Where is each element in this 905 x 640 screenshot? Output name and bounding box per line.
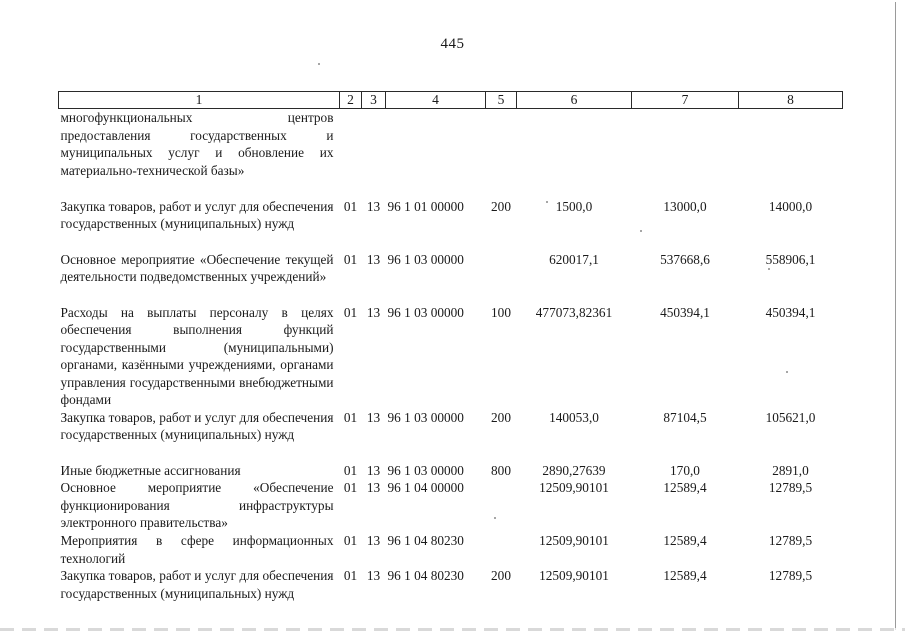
- amount-col-7: 13000,0: [663, 198, 707, 214]
- section-code: 01: [343, 568, 358, 583]
- table-row: [59, 567, 843, 620]
- scan-speck: [640, 230, 642, 232]
- section-code: 01: [343, 304, 358, 320]
- column-number-header: 2: [340, 92, 362, 109]
- amount-col-6: 12509,90101: [539, 480, 609, 495]
- amount-col-8: 12789,5: [768, 480, 813, 495]
- target-item-code: 96 1 01 00000: [387, 198, 464, 214]
- amount-col-7: 170,0: [670, 462, 700, 478]
- amount-col-7: 12589,4: [663, 533, 707, 548]
- expense-type-code: [486, 532, 517, 567]
- table-row: [59, 462, 843, 480]
- target-item-code: 96 1 04 80230: [387, 568, 464, 583]
- expense-description: Закупка товаров, работ и услуг для обеспечения государственных (муниципальных) нужд: [60, 568, 334, 601]
- target-item-code: 96 1 04 00000: [387, 480, 464, 495]
- column-number-header: 6: [517, 92, 632, 109]
- subsection-code: [362, 109, 386, 198]
- expense-description: многофункциональных центров предоставления государственных и муниципальных услуг и обновление их материально-технической базы»: [60, 110, 334, 178]
- table-row: [59, 479, 843, 532]
- table-row: [59, 251, 843, 304]
- scan-speck: [494, 517, 496, 519]
- column-number-header: 5: [486, 92, 517, 109]
- amount-col-8: 450394,1: [765, 304, 816, 320]
- expense-type-code: 100: [491, 304, 511, 320]
- page-edge-line: [895, 2, 896, 630]
- subsection-code: 13: [366, 251, 381, 267]
- amount-col-8: 12789,5: [768, 533, 813, 548]
- target-item-code: 96 1 03 00000: [387, 409, 464, 425]
- amount-col-8: 2891,0: [772, 462, 809, 478]
- scan-speck: [768, 268, 770, 270]
- amount-col-6: 140053,0: [549, 409, 599, 425]
- expense-description: Закупка товаров, работ и услуг для обеспечения государственных (муниципальных) нужд: [60, 198, 334, 231]
- table-row: [59, 532, 843, 567]
- section-code: 01: [343, 480, 358, 495]
- amount-col-7: 12589,4: [663, 480, 707, 495]
- column-number-header: 7: [632, 92, 739, 109]
- scan-speck: [318, 63, 320, 65]
- expense-description: Расходы на выплаты персоналу в целях обеспечения выполнения функций государственными (муниципальными) органами, казёнными учреждениями, органами управления государственными внебюджетными фондами: [60, 304, 334, 407]
- amount-col-6: 1500,0: [555, 198, 593, 214]
- section-code: 01: [343, 533, 358, 548]
- expense-description: Мероприятия в сфере информационных технологий: [60, 533, 334, 566]
- amount-col-6: 477073,82361: [535, 304, 613, 320]
- expense-description: Основное мероприятие «Обеспечение функционирования инфраструктуры электронного правительства»: [60, 480, 334, 530]
- amount-col-8: 14000,0: [768, 198, 813, 214]
- column-number-header: 3: [362, 92, 386, 109]
- section-code: [340, 109, 362, 198]
- scan-speck: [786, 371, 788, 373]
- subsection-code: 13: [366, 568, 381, 583]
- expense-type-code: 200: [491, 409, 511, 425]
- amount-col-8: 105621,0: [765, 409, 816, 425]
- amount-col-7: [632, 109, 739, 198]
- subsection-code: 13: [366, 462, 381, 478]
- target-item-code: 96 1 04 80230: [387, 533, 464, 548]
- column-number-header: 1: [59, 92, 340, 109]
- scan-speck: [546, 201, 548, 203]
- expense-type-code: 200: [491, 198, 511, 214]
- section-code: 01: [343, 409, 358, 425]
- page-bottom-edge: [0, 628, 905, 631]
- amount-col-8: 558906,1: [765, 251, 816, 267]
- amount-col-7: 450394,1: [660, 304, 710, 320]
- subsection-code: 13: [366, 533, 381, 548]
- expense-type-code: [486, 479, 517, 532]
- amount-col-6: 620017,1: [549, 251, 599, 267]
- expense-description: Основное мероприятие «Обеспечение текущей деятельности подведомственных учреждений»: [60, 251, 334, 284]
- amount-col-7: 12589,4: [663, 568, 707, 583]
- subsection-code: 13: [366, 409, 381, 425]
- target-item-code: 96 1 03 00000: [387, 304, 464, 320]
- column-number-header: 4: [386, 92, 486, 109]
- amount-col-6: 12509,90101: [539, 568, 609, 583]
- target-item-code: 96 1 03 00000: [387, 462, 464, 478]
- page-number: 445: [440, 36, 465, 52]
- amount-col-6: [517, 109, 632, 198]
- expense-description: Иные бюджетные ассигнования: [60, 462, 241, 478]
- expense-type-code: 200: [491, 568, 511, 583]
- expense-description: Закупка товаров, работ и услуг для обеспечения государственных (муниципальных) нужд: [60, 409, 334, 442]
- section-code: 01: [343, 198, 358, 214]
- amount-col-8: 12789,5: [768, 568, 813, 583]
- table-row: [59, 109, 843, 198]
- amount-col-7: 87104,5: [663, 409, 707, 425]
- table-row: [59, 409, 843, 462]
- budget-table: [58, 91, 843, 620]
- subsection-code: 13: [366, 304, 381, 320]
- amount-col-6: 2890,27639: [542, 462, 606, 478]
- expense-type-code: [486, 109, 517, 198]
- column-number-header: 8: [739, 92, 843, 109]
- table-row: [59, 304, 843, 409]
- target-item-code: [386, 109, 486, 198]
- amount-col-6: 12509,90101: [539, 533, 609, 548]
- column-number-row: [59, 92, 843, 109]
- section-code: 01: [343, 462, 358, 478]
- target-item-code: 96 1 03 00000: [387, 251, 464, 267]
- expense-type-code: [486, 251, 517, 304]
- section-code: 01: [343, 251, 358, 267]
- subsection-code: 13: [366, 198, 381, 214]
- amount-col-8: [739, 109, 843, 198]
- table-row: [59, 198, 843, 251]
- subsection-code: 13: [366, 480, 381, 495]
- expense-type-code: 800: [491, 462, 511, 478]
- amount-col-7: 537668,6: [660, 251, 710, 267]
